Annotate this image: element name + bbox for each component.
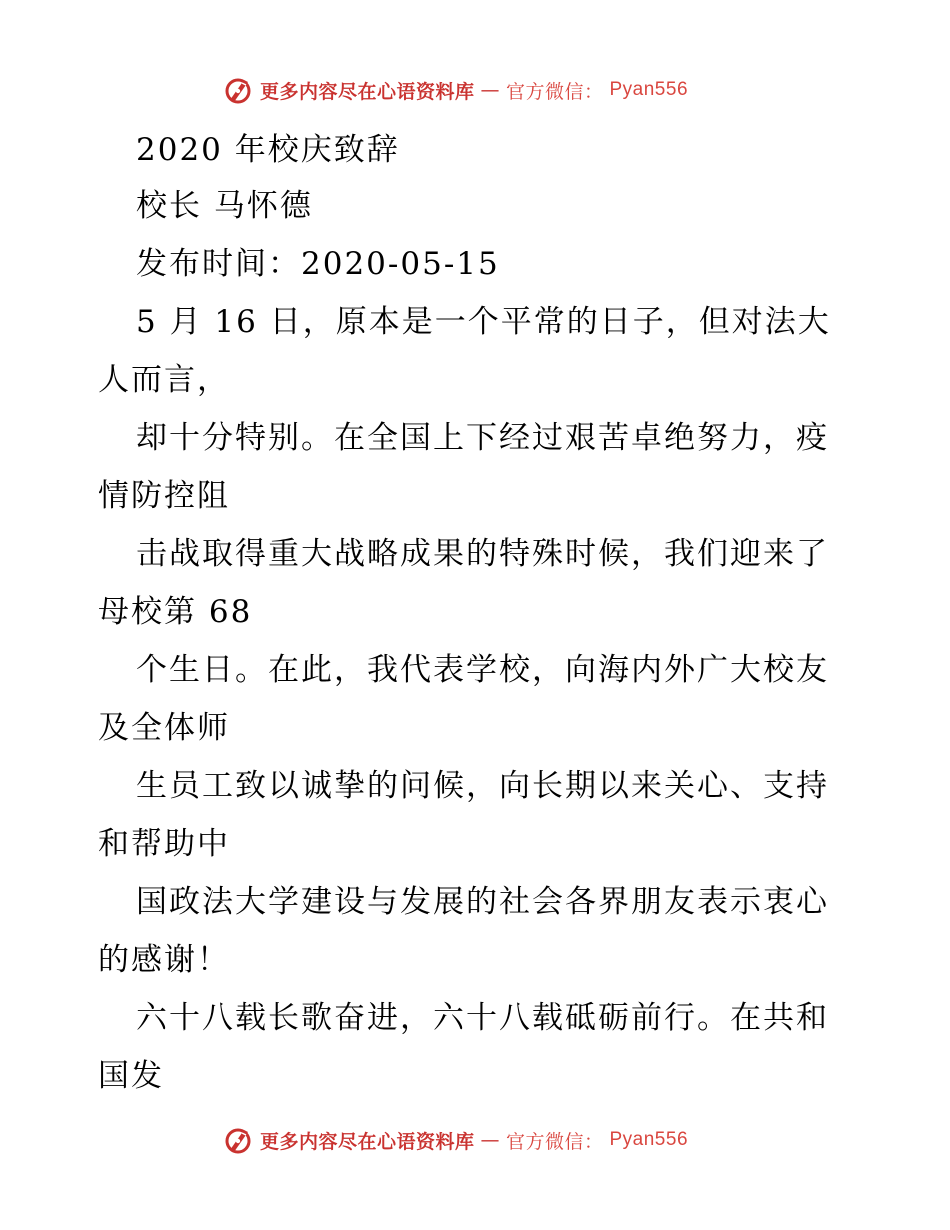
banner-wechat-id: Pyan556	[609, 1129, 689, 1150]
paragraph-line: 的感谢！	[98, 942, 230, 978]
banner-content	[222, 1124, 688, 1156]
paragraph-line: 及全体师	[98, 710, 230, 746]
banner-dash: —	[480, 79, 500, 101]
paragraph-line: 和帮助中	[98, 826, 230, 862]
quill-pen-logo-icon	[222, 74, 254, 106]
paragraph-line: 5 月 16 日，原本是一个平常的日子，但对法大	[136, 304, 831, 340]
paragraph-line: 六十八载长歌奋进，六十八载砥砺前行。在共和	[136, 1000, 829, 1036]
paragraph-line: 母校第 68	[98, 594, 253, 630]
banner-main-text: 更多内容尽在心语资料库	[259, 80, 475, 103]
banner-wechat-id: Pyan556	[609, 79, 689, 100]
paragraph-line: 情防控阻	[98, 478, 230, 514]
banner-content	[222, 74, 688, 106]
footer-banner	[0, 1120, 950, 1160]
paragraph-line: 人而言，	[98, 362, 230, 398]
paragraph-line: 击战取得重大战略成果的特殊时候，我们迎来了	[136, 536, 829, 572]
document-title: 2020 年校庆致辞	[136, 132, 400, 168]
banner-main-text: 更多内容尽在心语资料库	[259, 1130, 475, 1153]
document-author: 校长 马怀德	[136, 188, 313, 224]
banner-wechat-label: 官方微信：	[505, 1130, 604, 1153]
paragraph-line: 却十分特别。在全国上下经过艰苦卓绝努力，疫	[136, 420, 829, 456]
paragraph-line: 生员工致以诚挚的问候，向长期以来关心、支持	[136, 768, 829, 804]
paragraph-line: 国发	[98, 1058, 164, 1094]
banner-dash: —	[480, 1129, 500, 1151]
publish-date: 发布时间：2020-05-15	[136, 246, 500, 282]
header-banner	[0, 70, 950, 110]
paragraph-line: 国政法大学建设与发展的社会各界朋友表示衷心	[136, 884, 829, 920]
banner-wechat-label: 官方微信：	[505, 80, 604, 103]
quill-pen-logo-icon	[222, 1124, 254, 1156]
paragraph-line: 个生日。在此，我代表学校，向海内外广大校友	[136, 652, 829, 688]
